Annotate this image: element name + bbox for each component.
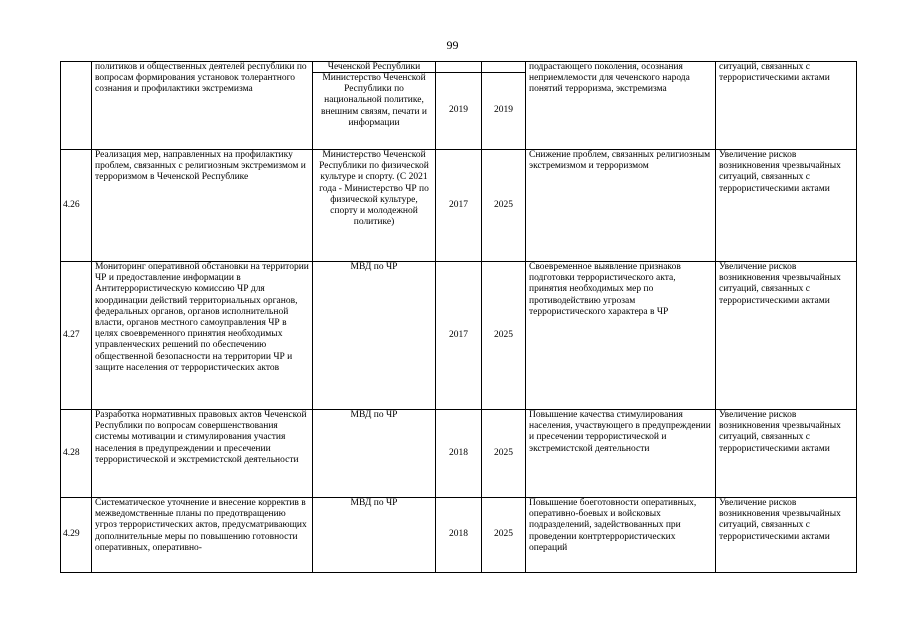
page-number: 99 [446,38,459,52]
risk-cell: Увеличение рисков возникновения чрезвычайных ситуаций, связанных с террористическими актами [716,150,857,262]
table-row [61,498,857,573]
result-cell: Повышение боеготовности оперативных, оперативно-боевых и войсковых подразделений, задействованных при проведении контртеррористических операций [526,498,716,573]
start-year-cell: 2017 [436,150,482,262]
org-cell [313,62,436,150]
org-cell: МВД по ЧР [313,498,436,573]
org-cell: МВД по ЧР [313,410,436,498]
action-cell: Реализация мер, направленных на профилактику проблем, связанных с религиозным экстремизмом и терроризмом в Чеченской Республике [92,150,313,262]
action-cell: Разработка нормативных правовых актов Чеченской Республики по вопросам совершенствования системы мотивации и стимулирования участия населения в предупреждении и пресечении террористической и экстремистской деятельности [92,410,313,498]
result-cell: Повышение качества стимулирования населения, участвующего в предупреждении и пресечении террористической и экстремистской деятельности [526,410,716,498]
risk-cell [716,62,857,150]
action-text: политиков и общественных деятелей республики по вопросам формирования установок толерантного сознания и профилактики экстремизма [95,62,307,95]
action-cell [92,62,313,150]
row-number-cell: 4.26 [61,150,92,262]
start-year: 2019 [436,72,481,149]
start-year-cell: 2017 [436,262,482,410]
table-row [61,262,857,410]
start-year-top [436,62,481,72]
result-text: подрастающего поколения, осознания неприемлемости для чеченского народа понятий терроризма, экстремизма [529,62,690,95]
risk-cell: Увеличение рисков возникновения чрезвычайных ситуаций, связанных с террористическими актами [716,410,857,498]
start-year-cell: 2018 [436,498,482,573]
action-cell: Мониторинг оперативной обстановки на территории ЧР и предоставление информации в Антитеррористическую комиссию ЧР для координации действий территориальных органов, федеральных органов, органов исполнительной власти, органов местного самоуправления ЧР в целях своевременного принятия необходимых управленческих решений по обеспечению общественной безопасности на территории ЧР и защите населения от террористических актов [92,262,313,410]
risk-cell: Увеличение рисков возникновения чрезвычайных ситуаций, связанных с террористическими актами [716,498,857,573]
risk-cell: Увеличение рисков возникновения чрезвычайных ситуаций, связанных с террористическими актами [716,262,857,410]
end-year-cell: 2025 [482,150,526,262]
row-number-cell: 4.27 [61,262,92,410]
table-row [61,62,857,150]
result-cell: Своевременное выявление признаков подготовки террористического акта, принятия необходимых мер по противодействию угрозам террористического характера в ЧР [526,262,716,410]
row-number-cell: 4.29 [61,498,92,573]
org-cell: МВД по ЧР [313,262,436,410]
start-year-cell: 2018 [436,410,482,498]
org-text-top: Чеченской Республики [327,62,421,72]
measures-table [60,61,857,573]
result-cell [526,62,716,150]
org-cell: Министерство Чеченской Республики по физической культуре и спорту. (С 2021 года - Министерство ЧР по физической культуре, спорту и молодежной политике) [313,150,436,262]
end-year-top [482,62,525,72]
end-year: 2019 [482,72,525,149]
row-number-cell [61,62,92,150]
end-year-cell: 2025 [482,262,526,410]
end-year-cell: 2025 [482,410,526,498]
table-row [61,410,857,498]
start-year-cell [436,62,482,150]
row-number-cell: 4.28 [61,410,92,498]
end-year-cell [482,62,526,150]
table-row [61,150,857,262]
end-year-cell: 2025 [482,498,526,573]
result-cell: Снижение проблем, связанных религиозным экстремизмом и терроризмом [526,150,716,262]
risk-text: ситуаций, связанных с террористическими актами [719,62,830,84]
org-text-bottom: Министерство Чеченской Республики по национальной политике, внешним связям, печати и информации [313,72,435,129]
action-cell: Систематическое уточнение и внесение корректив в межведомственные планы по предотвращению угроз террористических актов, предусматривающих дополнительные меры по повышению готовности оперативных, оперативно- [92,498,313,573]
